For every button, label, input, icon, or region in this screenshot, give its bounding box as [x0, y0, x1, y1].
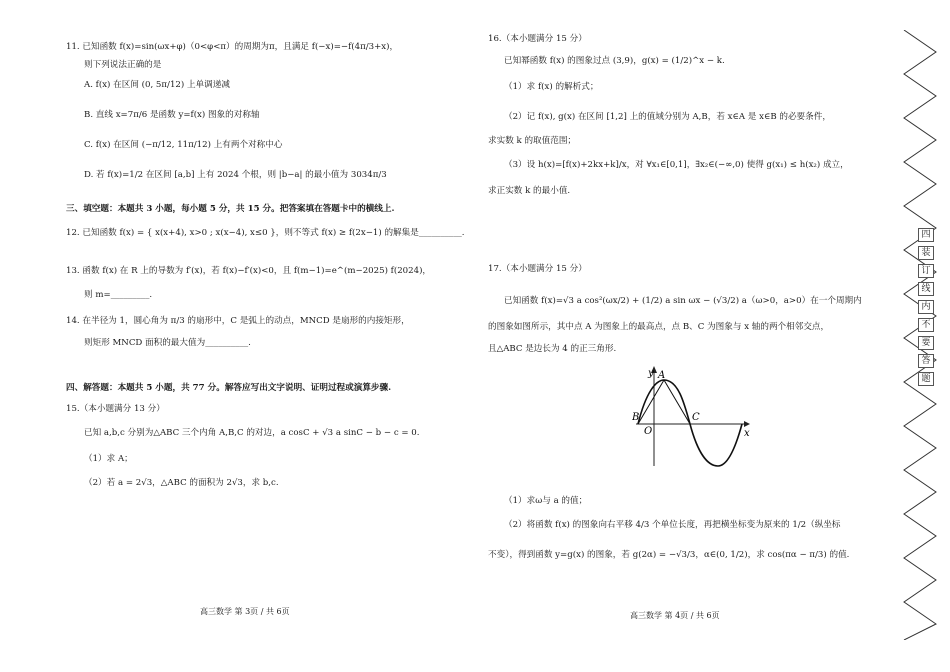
label-c: C [692, 412, 700, 423]
binding-char: 装 [918, 246, 934, 260]
q15-header: 15.（本小题满分 13 分） [66, 404, 165, 414]
q16-part-2: （2）记 f(x), g(x) 在区间 [1,2] 上的值域分别为 A,B，若 x∈A 是 x∈B 的必要条件， [504, 112, 831, 122]
q14-text-2: 则矩形 MNCD 面积的最大值为 [84, 338, 206, 348]
q13-stem: 13. 函数 f(x) 在 R 上的导数为 f′(x)，若 f(x)−f′(x)<0，且 f(m−1)=e^(m−2025) f(2024)， [66, 266, 432, 276]
q12-text: 12. 已知函数 f(x) = { x(x+4), x>0 ; x(x−4), x≤0 }，则不等式 f(x) ≥ f(2x−1) 的解集是 [66, 228, 419, 238]
q12-blank: __________. [418, 228, 465, 238]
q14-blank: __________. [205, 338, 251, 348]
q11-option-a: A. f(x) 在区间 (0, 5π/12) 上单调递减 [84, 80, 230, 90]
left-footer: 高三数学 第 3页 / 共 6页 [200, 607, 290, 616]
q13-text-2: 则 m= [84, 290, 111, 300]
q12-stem [66, 228, 465, 239]
q16-part-3b: 求正实数 k 的最小值. [488, 186, 571, 196]
q11-stem-2: 则下列说法正确的是 [84, 60, 162, 70]
q11-option-d: D. 若 f(x)=1/2 在区间 [a,b] 上有 2024 个根，则 |b−a| 的最小值为 3034π/3 [84, 170, 387, 180]
section-3-heading: 三、填空题：本题共 3 小题，每小题 5 分，共 15 分。把答案填在答题卡中的横线上. [66, 204, 395, 214]
left-page [0, 0, 470, 672]
q14-stem-2 [84, 338, 251, 349]
binding-char: 线 [918, 282, 934, 296]
binding-char: 答 [918, 354, 934, 368]
x-axis-arrow-icon [744, 421, 750, 427]
right-footer: 高三数学 第 4页 / 共 6页 [630, 611, 720, 620]
q16-part-3: （3）设 h(x)=[f(x)+2kx+k]/x，对 ∀x₁∈[0,1]，∃x₂∈(−∞,0) 使得 g(x₁) ≤ h(x₂) 成立， [504, 160, 849, 170]
binding-char: 内 [918, 300, 934, 314]
q16-part-2b: 求实数 k 的取值范围； [488, 136, 577, 146]
label-o: O [644, 426, 653, 437]
q15-stem: 已知 a,b,c 分别为△ABC 三个内角 A,B,C 的对边，a cosC + √3 a sinC − b − c = 0. [84, 428, 420, 438]
q14-stem: 14. 在半径为 1，圆心角为 π/3 的扇形中，C 是弧上的动点，MNCD 是扇形的内接矩形， [66, 316, 410, 326]
q16-stem: 已知幂函数 f(x) 的图象过点 (3,9)，g(x) = (1/2)^x − k. [504, 56, 725, 66]
q15-part-1: （1）求 A； [84, 454, 133, 464]
q13-stem-2 [84, 290, 152, 301]
q17-header: 17.（本小题满分 15 分） [488, 264, 587, 274]
binding-char: 不 [918, 318, 934, 332]
right-page [470, 0, 900, 672]
q17-stem-2: 的图象如图所示，其中点 A 为图象上的最高点，点 B、C 为图象与 x 轴的两个相邻交点， [488, 322, 830, 332]
q13-blank: _________. [110, 290, 153, 300]
label-y: y [648, 368, 654, 379]
q11-option-c: C. f(x) 在区间 (−π/12, 11π/12) 上有两个对称中心 [84, 140, 283, 150]
q16-part-1: （1）求 f(x) 的解析式； [504, 82, 599, 92]
q11-stem: 11. 已知函数 f(x)=sin(ωx+φ)（0<φ<π）的周期为π，且满足 f(−x)=−f(4π/3+x)， [66, 42, 399, 52]
label-a: A [658, 370, 666, 381]
sine-graph-figure [632, 362, 762, 472]
label-x: x [744, 428, 750, 439]
q17-part-2: （2）将函数 f(x) 的图象向右平移 4/3 个单位长度，再把横坐标变为原来的 1/2（纵坐标 [504, 520, 841, 530]
q17-stem: 已知函数 f(x)=√3 a cos²(ωx/2) + (1/2) a sin ωx − (√3/2) a（ω>0，a>0）在一个周期内 [504, 296, 862, 306]
binding-char: 题 [918, 372, 934, 386]
q17-part-2b: 不变），得到函数 y=g(x) 的图象，若 g(2α) = −√3/3，α∈(0, 1/2)，求 cos(πα − π/3) 的值. [488, 550, 850, 560]
q17-part-1: （1）求ω与 a 的值； [504, 496, 588, 506]
binding-margin-zigzag [900, 30, 940, 640]
q15-part-2: （2）若 a = 2√3，△ABC 的面积为 2√3，求 b,c. [84, 478, 279, 488]
binding-char: 要 [918, 336, 934, 350]
binding-char: 订 [918, 264, 934, 278]
q17-stem-3: 且△ABC 是边长为 4 的正三角形. [488, 344, 617, 354]
q11-option-b: B. 直线 x=7π/6 是函数 y=f(x) 图象的对称轴 [84, 110, 260, 120]
section-4-heading: 四、解答题：本题共 5 小题，共 77 分。解答应写出文字说明、证明过程或演算步骤. [66, 383, 392, 393]
q16-header: 16.（本小题满分 15 分） [488, 34, 587, 44]
label-b: B [632, 412, 640, 423]
binding-char: 四 [918, 228, 934, 242]
